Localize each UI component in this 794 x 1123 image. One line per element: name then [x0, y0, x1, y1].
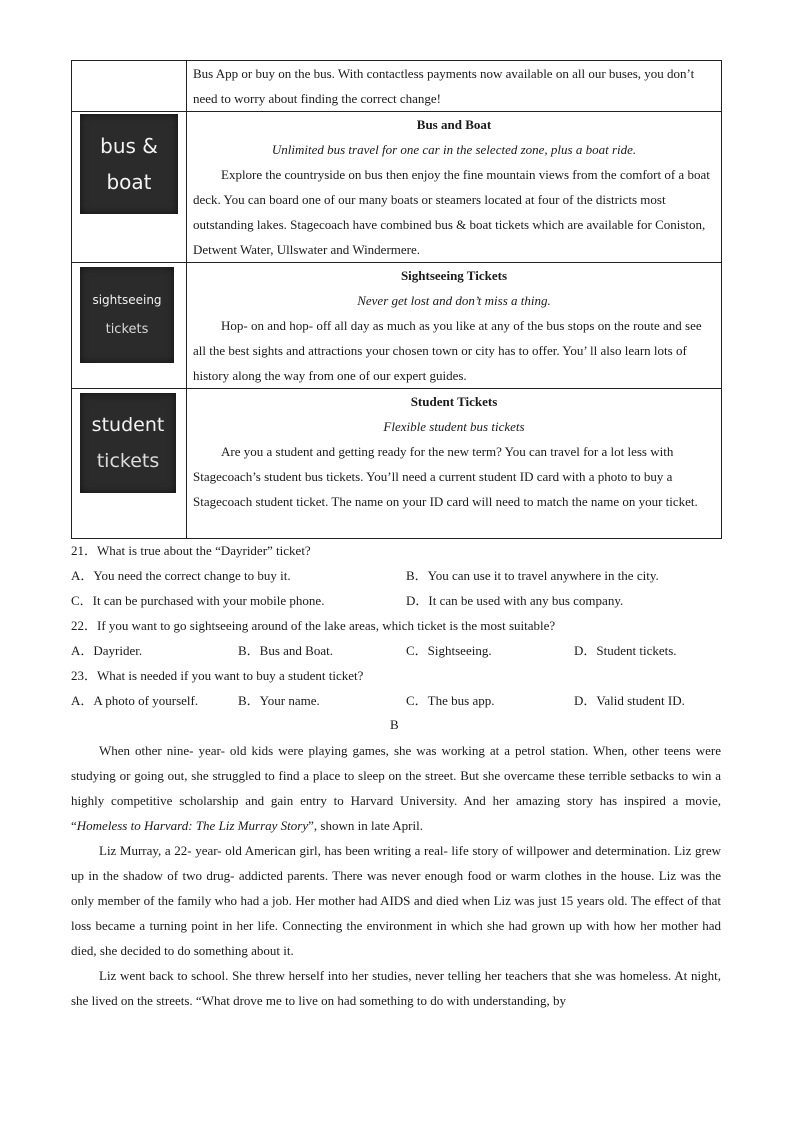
q21-option-c — [71, 588, 324, 613]
bus-and-boat-image — [80, 114, 178, 214]
passage-paragraph-3: Liz went back to school. She threw herself into her studies, never telling her teachers that she was homeless. At night, she lived on the streets. “What drove me to live on had something to do with understanding, by — [71, 968, 721, 1008]
question-number: 22． — [71, 618, 98, 633]
question-number: 23． — [71, 668, 98, 683]
option-text: You need the correct change to buy it. — [93, 568, 291, 583]
sightseeing-heading: Sightseeing Tickets — [400, 268, 508, 283]
option-label: B． — [238, 643, 260, 658]
paragraph-text: ”, shown in late April. — [308, 818, 423, 833]
option-label: D． — [574, 693, 597, 708]
dayrider-body: Bus App or buy on the bus. With contactless payments now available on all our buses, you don’t need to worry about finding the correct change! — [187, 61, 722, 112]
option-text: Your name. — [259, 693, 320, 708]
q21-option-a — [71, 563, 291, 588]
tile-line1: sightseeing — [92, 293, 162, 307]
option-label: C． — [406, 693, 428, 708]
student-body: Are you a student and getting ready for the new term? You can travel for a lot less with Stagecoach’s student bus tickets. You’ll need a current student ID card with a photo to buy a Stagecoach student ticket. The name on your ID card will need to match the name on your ticket. — [193, 444, 698, 509]
q21-option-b — [406, 563, 659, 588]
passage-paragraph-2: Liz Murray, a 22- year- old American girl, has been writing a real- life story of willpower and determination. Liz grew up in the shadow of two drug- addicted parents. There was never enough food or warm clothes in the house. Liz was the only member of the family who had a job. Her mother had AIDS and died when Liz was just 15 years old. The effect of that loss became a turning point in her life. Connecting the environment in which she had grown up with how her mother had died, she decided to do something about it. — [71, 843, 721, 958]
bus-and-boat-body: Explore the countryside on bus then enjoy the fine mountain views from the comfort of a boat deck. You can board one of our many boats or steamers located at four of the districts most outstanding lakes. Stagecoach have combined bus & boat tickets which are available for Coniston, Detwent Water, Ullswater and Windermere. — [193, 167, 710, 257]
option-text: You can use it to travel anywhere in the city. — [427, 568, 659, 583]
sightseeing-image — [80, 267, 174, 363]
sightseeing-body: Hop- on and hop- off all day as much as you like at any of the bus stops on the route and see all the best sights and attractions your chosen town or city has to offer. You’ ll also learn lots of history along the way from one of our expert guides. — [193, 318, 702, 383]
student-tickets-image — [80, 393, 176, 493]
option-text: It can be purchased with your mobile phone. — [92, 593, 325, 608]
question-23 — [71, 663, 363, 688]
tile-line2: boat — [106, 170, 152, 194]
option-label: B． — [406, 568, 428, 583]
option-label: C． — [406, 643, 428, 658]
question-21 — [71, 538, 311, 563]
q21-option-d — [406, 588, 623, 613]
option-label: A． — [71, 568, 94, 583]
section-b-label: B — [390, 717, 399, 732]
table-row-student — [72, 389, 722, 539]
q22-option-d — [574, 638, 677, 663]
student-subtitle: Flexible student bus tickets — [383, 419, 525, 434]
table-row-sightseeing — [72, 263, 722, 389]
student-heading: Student Tickets — [410, 394, 498, 409]
ticket-table — [71, 60, 722, 539]
option-text: Valid student ID. — [596, 693, 685, 708]
option-text: It can be used with any bus company. — [428, 593, 624, 608]
option-label: A． — [71, 643, 94, 658]
option-label: D． — [574, 643, 597, 658]
tile-line1: bus & — [100, 134, 158, 158]
q23-option-c — [406, 688, 494, 713]
question-text: What is needed if you want to buy a student ticket? — [97, 668, 364, 683]
paragraph-text: When other nine- year- old kids were playing games, she was working at a petrol station. When, other teens were studying or going out, she struggled to find a place to sleep on the street. But she overcame these terrible setbacks to win a highly competitive scholarship and gain entry to Harvard University. And her amazing story has inspired a movie, “ — [71, 743, 721, 833]
option-text: A photo of yourself. — [93, 693, 199, 708]
table-row-bus-and-boat — [72, 112, 722, 263]
option-label: D． — [406, 593, 429, 608]
question-text: If you want to go sightseeing around of the lake areas, which ticket is the most suitable? — [97, 618, 556, 633]
option-text: Student tickets. — [596, 643, 677, 658]
empty-image-cell — [72, 61, 187, 112]
question-text: What is true about the “Dayrider” ticket? — [97, 543, 311, 558]
q22-option-b — [238, 638, 333, 663]
bus-and-boat-heading: Bus and Boat — [416, 117, 492, 132]
bus-and-boat-subtitle: Unlimited bus travel for one car in the selected zone, plus a boat ride. — [271, 142, 637, 157]
sightseeing-subtitle: Never get lost and don’t miss a thing. — [357, 293, 551, 308]
table-row-dayrider-continued — [72, 61, 722, 112]
q23-option-b — [238, 688, 320, 713]
option-label: C． — [71, 593, 93, 608]
q23-option-d — [574, 688, 685, 713]
option-text: The bus app. — [427, 693, 495, 708]
tile-line1: student — [91, 414, 165, 436]
q22-option-a — [71, 638, 142, 663]
q23-option-a — [71, 688, 198, 713]
option-text: Bus and Boat. — [259, 643, 333, 658]
question-22 — [71, 613, 555, 638]
q22-option-c — [406, 638, 492, 663]
passage-paragraph-1 — [71, 738, 721, 838]
option-label: A． — [71, 693, 94, 708]
option-text: Sightseeing. — [427, 643, 492, 658]
tile-line2: tickets — [96, 450, 160, 472]
question-number: 21． — [71, 543, 98, 558]
option-label: B． — [238, 693, 260, 708]
movie-title: Homeless to Harvard: The Liz Murray Story — [76, 818, 309, 833]
tile-line2: tickets — [105, 322, 149, 337]
option-text: Dayrider. — [93, 643, 143, 658]
